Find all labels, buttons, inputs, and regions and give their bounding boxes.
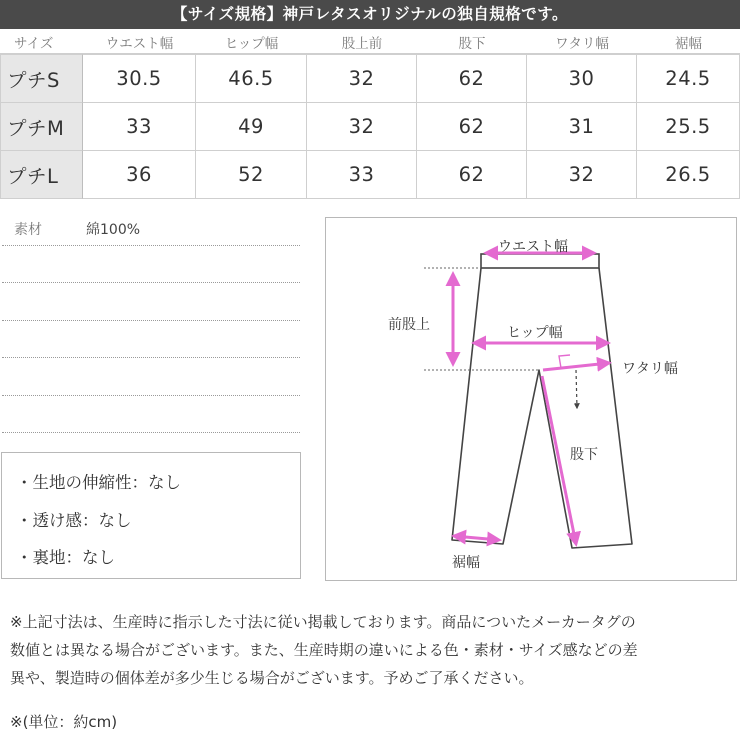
table-header-row bbox=[0, 31, 740, 54]
table-cell: 62 bbox=[417, 54, 527, 103]
label-thigh: ワタリ幅 bbox=[622, 361, 678, 377]
table-cell: 62 bbox=[417, 151, 527, 199]
table-cell: 46.5 bbox=[196, 54, 307, 103]
divider bbox=[2, 395, 300, 396]
column-header: 股上前 bbox=[307, 31, 417, 54]
table-cell: 26.5 bbox=[637, 151, 740, 199]
row-size-label: プチM bbox=[0, 103, 83, 151]
page-title: 【サイズ規格】神戸レタスオリジナルの独自規格です。 bbox=[0, 0, 740, 29]
property-stretch: ・生地の伸縮性：なし bbox=[16, 473, 181, 492]
table-cell: 31 bbox=[527, 103, 637, 151]
table-row bbox=[0, 103, 740, 151]
table-cell: 25.5 bbox=[637, 103, 740, 151]
table-cell: 24.5 bbox=[637, 54, 740, 103]
table-row bbox=[0, 151, 740, 199]
label-hip: ヒップ幅 bbox=[507, 325, 563, 341]
label-front-rise: 前股上 bbox=[388, 317, 430, 333]
table-cell: 32 bbox=[527, 151, 637, 199]
waistband-shape bbox=[481, 254, 599, 268]
hem-arrow bbox=[454, 536, 499, 540]
column-header: ウエスト幅 bbox=[83, 31, 196, 54]
table-cell: 33 bbox=[83, 103, 196, 151]
row-size-label: プチL bbox=[0, 151, 83, 199]
divider bbox=[2, 357, 300, 358]
table-cell: 62 bbox=[417, 103, 527, 151]
column-header: ワタリ幅 bbox=[527, 31, 637, 54]
note-line: 異や、製造時の個体差が多少生じる場合がございます。予めご了承ください。 bbox=[10, 669, 534, 687]
divider bbox=[2, 245, 300, 246]
row-size-label: プチS bbox=[0, 54, 83, 103]
thigh-arrow bbox=[543, 363, 609, 370]
pants-outline bbox=[452, 268, 632, 548]
table-row bbox=[0, 54, 740, 103]
column-header: ヒップ幅 bbox=[196, 31, 307, 54]
divider bbox=[2, 320, 300, 321]
unit-note: ※(単位：約cm) bbox=[10, 713, 118, 731]
table-cell: 36 bbox=[83, 151, 196, 199]
property-lining: ・裏地：なし bbox=[16, 548, 115, 567]
table-cell: 32 bbox=[307, 103, 417, 151]
table-cell: 49 bbox=[196, 103, 307, 151]
table-cell: 32 bbox=[307, 54, 417, 103]
note-line: 数値とは異なる場合がございます。また、生産時期の違いによる色・素材・サイズ感などの差 bbox=[10, 641, 638, 659]
column-header: 裾幅 bbox=[637, 31, 740, 54]
size-table bbox=[0, 31, 740, 199]
material-label: 素材 bbox=[14, 222, 42, 238]
column-header: 股下 bbox=[417, 31, 527, 54]
pants-illustration bbox=[326, 218, 736, 580]
measurement-diagram bbox=[325, 217, 737, 581]
divider bbox=[2, 432, 300, 433]
table-cell: 33 bbox=[307, 151, 417, 199]
note-line: ※上記寸法は、生産時に指示した寸法に従い掲載しております。商品についたメーカータグの bbox=[10, 613, 636, 631]
table-cell: 30 bbox=[527, 54, 637, 103]
property-sheerness: ・透け感：なし bbox=[16, 511, 132, 530]
label-inseam: 股下 bbox=[570, 447, 598, 463]
table-corner-label: サイズ bbox=[0, 31, 83, 54]
table-cell: 30.5 bbox=[83, 54, 196, 103]
label-hem: 裾幅 bbox=[452, 555, 480, 571]
table-cell: 52 bbox=[196, 151, 307, 199]
divider bbox=[2, 282, 300, 283]
material-value: 綿100% bbox=[86, 222, 141, 238]
label-waist: ウエスト幅 bbox=[498, 239, 568, 255]
